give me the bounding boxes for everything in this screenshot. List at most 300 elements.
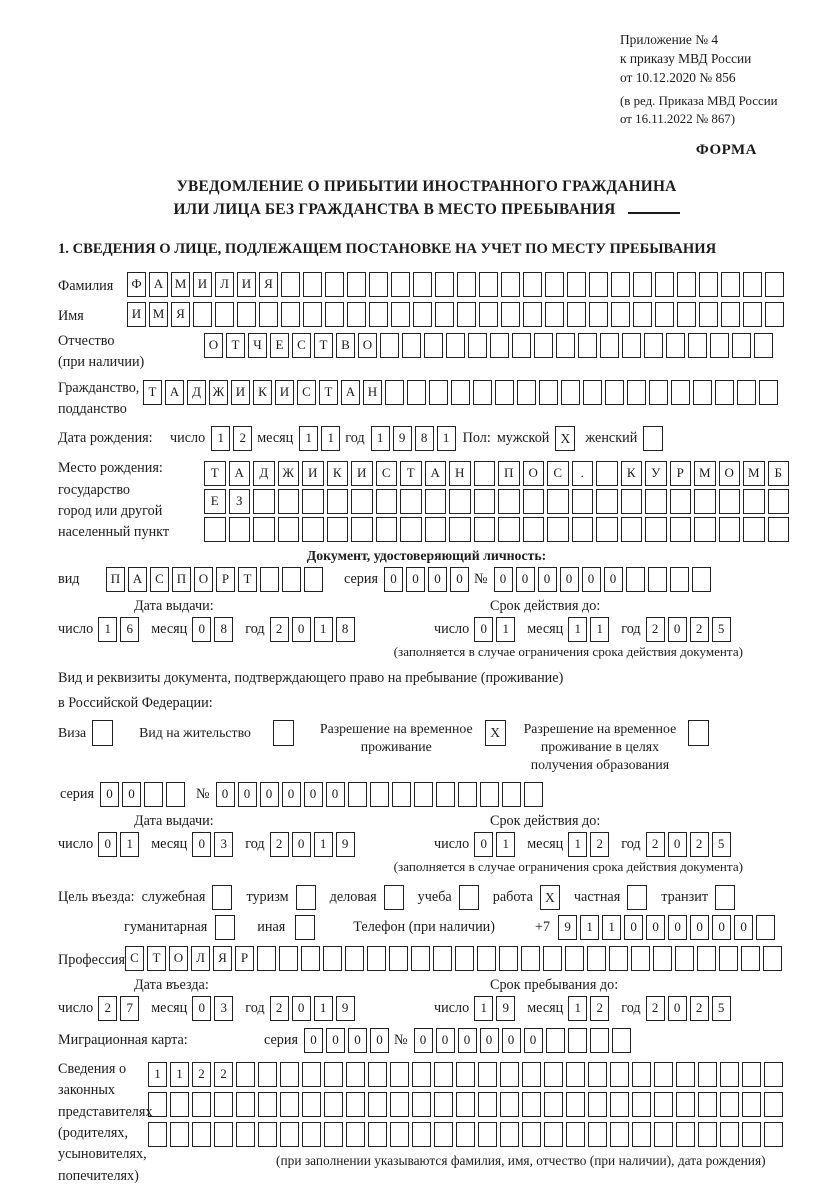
char-cell[interactable]: Д [187, 380, 206, 405]
char-cell[interactable]: 1 [496, 832, 515, 857]
char-cell[interactable]: 1 [580, 915, 599, 940]
char-cell[interactable] [610, 1122, 629, 1147]
char-cell[interactable]: Ч [248, 333, 267, 358]
char-cell[interactable]: 7 [120, 996, 139, 1021]
char-cell[interactable] [258, 1122, 277, 1147]
char-cell[interactable] [645, 489, 667, 514]
char-cell[interactable] [468, 333, 487, 358]
char-cell[interactable]: 0 [668, 832, 687, 857]
char-cell[interactable]: В [336, 333, 355, 358]
char-cell[interactable] [721, 302, 740, 327]
char-cell[interactable] [653, 946, 672, 971]
char-cell[interactable]: З [229, 489, 251, 514]
char-cell[interactable] [698, 1122, 717, 1147]
char-cell[interactable] [675, 946, 694, 971]
char-cell[interactable]: 0 [192, 832, 211, 857]
char-cell[interactable]: 5 [712, 832, 731, 857]
char-cell[interactable] [632, 1092, 651, 1117]
char-cell[interactable]: Е [270, 333, 289, 358]
char-cell[interactable] [236, 1122, 255, 1147]
char-cell[interactable] [351, 489, 373, 514]
char-cell[interactable] [671, 380, 690, 405]
char-cell[interactable] [621, 489, 643, 514]
char-cell[interactable]: О [358, 333, 377, 358]
char-cell[interactable]: 2 [98, 996, 117, 1021]
char-cell[interactable] [456, 1122, 475, 1147]
char-cell[interactable] [455, 946, 474, 971]
char-cell[interactable]: С [125, 946, 144, 971]
char-cell[interactable] [715, 380, 734, 405]
char-cell[interactable] [517, 380, 536, 405]
char-cell[interactable] [654, 1122, 673, 1147]
char-cell[interactable] [389, 946, 408, 971]
char-cell[interactable]: 1 [602, 915, 621, 940]
char-cell[interactable] [236, 1092, 255, 1117]
char-cell[interactable] [544, 1062, 563, 1087]
char-cell[interactable] [390, 1062, 409, 1087]
char-cell[interactable] [303, 302, 322, 327]
purpose-tourism-checkbox[interactable] [296, 885, 316, 910]
char-cell[interactable] [720, 1062, 739, 1087]
char-cell[interactable] [425, 489, 447, 514]
char-cell[interactable] [572, 489, 594, 514]
char-cell[interactable]: А [165, 380, 184, 405]
purpose-humanitarian-checkbox[interactable] [215, 915, 235, 940]
char-cell[interactable] [385, 380, 404, 405]
char-cell[interactable] [258, 1062, 277, 1087]
char-cell[interactable] [433, 946, 452, 971]
char-cell[interactable] [676, 1092, 695, 1117]
char-cell[interactable] [765, 272, 784, 297]
char-cell[interactable] [327, 489, 349, 514]
char-cell[interactable]: 1 [120, 832, 139, 857]
char-cell[interactable] [456, 1062, 475, 1087]
char-cell[interactable]: А [425, 461, 447, 486]
char-cell[interactable] [754, 333, 773, 358]
char-cell[interactable] [411, 946, 430, 971]
char-cell[interactable] [499, 946, 518, 971]
char-cell[interactable] [498, 517, 520, 542]
char-cell[interactable] [742, 1062, 761, 1087]
char-cell[interactable] [521, 946, 540, 971]
char-cell[interactable]: 1 [148, 1062, 167, 1087]
char-cell[interactable] [346, 1122, 365, 1147]
char-cell[interactable] [402, 333, 421, 358]
char-cell[interactable] [413, 302, 432, 327]
char-cell[interactable] [688, 333, 707, 358]
char-cell[interactable]: Е [204, 489, 226, 514]
char-cell[interactable]: 0 [458, 1028, 477, 1053]
char-cell[interactable]: 2 [192, 1062, 211, 1087]
char-cell[interactable] [400, 517, 422, 542]
char-cell[interactable]: 0 [292, 996, 311, 1021]
char-cell[interactable] [655, 272, 674, 297]
purpose-business-checkbox[interactable] [384, 885, 404, 910]
char-cell[interactable]: 0 [414, 1028, 433, 1053]
char-cell[interactable]: 2 [646, 996, 665, 1021]
char-cell[interactable]: С [547, 461, 569, 486]
char-cell[interactable] [670, 517, 692, 542]
char-cell[interactable] [193, 302, 212, 327]
char-cell[interactable]: 2 [270, 996, 289, 1021]
char-cell[interactable]: 0 [260, 782, 279, 807]
char-cell[interactable] [523, 517, 545, 542]
char-cell[interactable] [325, 272, 344, 297]
char-cell[interactable] [278, 489, 300, 514]
char-cell[interactable] [479, 272, 498, 297]
char-cell[interactable]: 3 [214, 832, 233, 857]
char-cell[interactable] [694, 517, 716, 542]
char-cell[interactable] [587, 946, 606, 971]
char-cell[interactable] [282, 567, 301, 592]
char-cell[interactable]: 0 [450, 567, 469, 592]
char-cell[interactable] [648, 567, 667, 592]
char-cell[interactable]: О [204, 333, 223, 358]
char-cell[interactable] [424, 333, 443, 358]
char-cell[interactable] [732, 333, 751, 358]
char-cell[interactable] [633, 302, 652, 327]
char-cell[interactable] [588, 1122, 607, 1147]
char-cell[interactable] [281, 302, 300, 327]
char-cell[interactable]: 2 [590, 832, 609, 857]
char-cell[interactable] [698, 1062, 717, 1087]
char-cell[interactable] [547, 517, 569, 542]
char-cell[interactable]: 1 [474, 996, 493, 1021]
char-cell[interactable] [763, 946, 782, 971]
char-cell[interactable] [632, 1122, 651, 1147]
char-cell[interactable]: 0 [668, 617, 687, 642]
char-cell[interactable] [654, 1062, 673, 1087]
char-cell[interactable] [611, 302, 630, 327]
char-cell[interactable] [376, 489, 398, 514]
char-cell[interactable] [544, 1122, 563, 1147]
char-cell[interactable]: Ж [209, 380, 228, 405]
char-cell[interactable] [720, 1092, 739, 1117]
char-cell[interactable] [368, 1092, 387, 1117]
char-cell[interactable] [522, 1122, 541, 1147]
char-cell[interactable] [633, 272, 652, 297]
char-cell[interactable]: 1 [496, 617, 515, 642]
char-cell[interactable]: Т [204, 461, 226, 486]
char-cell[interactable] [567, 302, 586, 327]
char-cell[interactable]: О [719, 461, 741, 486]
char-cell[interactable] [347, 272, 366, 297]
char-cell[interactable]: 0 [604, 567, 623, 592]
char-cell[interactable] [257, 946, 276, 971]
char-cell[interactable] [547, 489, 569, 514]
char-cell[interactable]: И [193, 272, 212, 297]
char-cell[interactable]: 1 [314, 832, 333, 857]
char-cell[interactable] [500, 1092, 519, 1117]
char-cell[interactable] [449, 517, 471, 542]
char-cell[interactable] [392, 782, 411, 807]
char-cell[interactable] [148, 1092, 167, 1117]
char-cell[interactable] [474, 489, 496, 514]
char-cell[interactable]: 0 [524, 1028, 543, 1053]
char-cell[interactable] [434, 1062, 453, 1087]
char-cell[interactable]: Т [147, 946, 166, 971]
char-cell[interactable]: У [645, 461, 667, 486]
char-cell[interactable] [697, 946, 716, 971]
char-cell[interactable] [436, 782, 455, 807]
char-cell[interactable] [500, 1062, 519, 1087]
char-cell[interactable] [512, 333, 531, 358]
char-cell[interactable]: 0 [384, 567, 403, 592]
temp-residence-edu-checkbox[interactable] [688, 720, 709, 746]
char-cell[interactable] [719, 489, 741, 514]
char-cell[interactable]: 0 [480, 1028, 499, 1053]
char-cell[interactable] [215, 302, 234, 327]
char-cell[interactable] [644, 333, 663, 358]
char-cell[interactable] [566, 1122, 585, 1147]
char-cell[interactable] [546, 1028, 565, 1053]
char-cell[interactable] [522, 1092, 541, 1117]
char-cell[interactable] [367, 946, 386, 971]
char-cell[interactable] [478, 1122, 497, 1147]
char-cell[interactable] [768, 489, 790, 514]
purpose-transit-checkbox[interactable] [715, 885, 735, 910]
char-cell[interactable]: 0 [582, 567, 601, 592]
char-cell[interactable] [391, 302, 410, 327]
char-cell[interactable]: 2 [270, 832, 289, 857]
char-cell[interactable]: И [275, 380, 294, 405]
char-cell[interactable] [390, 1092, 409, 1117]
char-cell[interactable]: Ф [127, 272, 146, 297]
char-cell[interactable] [324, 1062, 343, 1087]
char-cell[interactable] [605, 380, 624, 405]
char-cell[interactable]: М [149, 302, 168, 327]
char-cell[interactable] [654, 1092, 673, 1117]
char-cell[interactable] [649, 380, 668, 405]
char-cell[interactable]: 1 [170, 1062, 189, 1087]
char-cell[interactable] [710, 333, 729, 358]
char-cell[interactable] [259, 302, 278, 327]
char-cell[interactable]: 9 [336, 832, 355, 857]
char-cell[interactable]: 2 [646, 617, 665, 642]
char-cell[interactable]: 0 [406, 567, 425, 592]
purpose-other-checkbox[interactable] [295, 915, 315, 940]
char-cell[interactable]: 0 [668, 996, 687, 1021]
char-cell[interactable] [449, 489, 471, 514]
char-cell[interactable]: 5 [712, 996, 731, 1021]
char-cell[interactable] [229, 517, 251, 542]
char-cell[interactable]: А [341, 380, 360, 405]
char-cell[interactable]: Д [253, 461, 275, 486]
char-cell[interactable] [429, 380, 448, 405]
char-cell[interactable]: 2 [270, 617, 289, 642]
char-cell[interactable] [568, 1028, 587, 1053]
char-cell[interactable]: 0 [494, 567, 513, 592]
char-cell[interactable] [543, 946, 562, 971]
char-cell[interactable] [456, 1092, 475, 1117]
char-cell[interactable]: 0 [624, 915, 643, 940]
char-cell[interactable]: П [172, 567, 191, 592]
char-cell[interactable]: 2 [646, 832, 665, 857]
char-cell[interactable] [523, 302, 542, 327]
char-cell[interactable]: 0 [98, 832, 117, 857]
char-cell[interactable] [324, 1092, 343, 1117]
char-cell[interactable] [348, 782, 367, 807]
char-cell[interactable] [435, 272, 454, 297]
char-cell[interactable]: Т [319, 380, 338, 405]
char-cell[interactable] [622, 333, 641, 358]
char-cell[interactable] [478, 1062, 497, 1087]
char-cell[interactable] [539, 380, 558, 405]
char-cell[interactable] [693, 380, 712, 405]
char-cell[interactable] [170, 1122, 189, 1147]
char-cell[interactable] [500, 1122, 519, 1147]
char-cell[interactable] [768, 517, 790, 542]
char-cell[interactable]: 1 [321, 426, 340, 451]
char-cell[interactable] [479, 302, 498, 327]
char-cell[interactable]: 9 [558, 915, 577, 940]
char-cell[interactable] [572, 517, 594, 542]
char-cell[interactable]: 0 [560, 567, 579, 592]
char-cell[interactable]: 0 [428, 567, 447, 592]
char-cell[interactable] [457, 272, 476, 297]
char-cell[interactable]: 1 [98, 617, 117, 642]
char-cell[interactable] [434, 1122, 453, 1147]
char-cell[interactable] [502, 782, 521, 807]
char-cell[interactable] [627, 380, 646, 405]
char-cell[interactable] [561, 380, 580, 405]
char-cell[interactable] [214, 1092, 233, 1117]
char-cell[interactable]: А [149, 272, 168, 297]
char-cell[interactable]: 0 [326, 1028, 345, 1053]
char-cell[interactable]: Б [768, 461, 790, 486]
char-cell[interactable] [413, 272, 432, 297]
char-cell[interactable]: 6 [120, 617, 139, 642]
char-cell[interactable]: С [376, 461, 398, 486]
char-cell[interactable] [590, 1028, 609, 1053]
char-cell[interactable]: П [106, 567, 125, 592]
char-cell[interactable] [345, 946, 364, 971]
char-cell[interactable] [302, 517, 324, 542]
char-cell[interactable]: 2 [690, 832, 709, 857]
char-cell[interactable] [764, 1062, 783, 1087]
char-cell[interactable]: 0 [734, 915, 753, 940]
char-cell[interactable]: П [498, 461, 520, 486]
char-cell[interactable]: 0 [216, 782, 235, 807]
char-cell[interactable] [376, 517, 398, 542]
char-cell[interactable]: 0 [326, 782, 345, 807]
char-cell[interactable] [369, 272, 388, 297]
char-cell[interactable]: 0 [100, 782, 119, 807]
char-cell[interactable]: 0 [668, 915, 687, 940]
char-cell[interactable]: 9 [336, 996, 355, 1021]
char-cell[interactable]: Т [226, 333, 245, 358]
char-cell[interactable]: 9 [393, 426, 412, 451]
char-cell[interactable]: Т [314, 333, 333, 358]
purpose-official-checkbox[interactable] [212, 885, 232, 910]
char-cell[interactable] [655, 302, 674, 327]
char-cell[interactable] [612, 1028, 631, 1053]
char-cell[interactable]: К [621, 461, 643, 486]
char-cell[interactable] [522, 1062, 541, 1087]
char-cell[interactable] [495, 380, 514, 405]
char-cell[interactable] [281, 272, 300, 297]
char-cell[interactable]: 0 [538, 567, 557, 592]
char-cell[interactable] [583, 380, 602, 405]
char-cell[interactable]: 2 [690, 617, 709, 642]
char-cell[interactable] [369, 302, 388, 327]
char-cell[interactable] [764, 1122, 783, 1147]
char-cell[interactable] [346, 1062, 365, 1087]
char-cell[interactable]: Н [363, 380, 382, 405]
char-cell[interactable]: 0 [292, 617, 311, 642]
char-cell[interactable] [260, 567, 279, 592]
char-cell[interactable] [303, 272, 322, 297]
char-cell[interactable]: 1 [568, 996, 587, 1021]
char-cell[interactable]: Т [238, 567, 257, 592]
char-cell[interactable]: 0 [282, 782, 301, 807]
char-cell[interactable]: И [231, 380, 250, 405]
char-cell[interactable] [346, 1092, 365, 1117]
char-cell[interactable] [477, 946, 496, 971]
char-cell[interactable] [670, 567, 689, 592]
sex-female-checkbox[interactable] [643, 426, 663, 451]
char-cell[interactable] [699, 272, 718, 297]
char-cell[interactable] [566, 1062, 585, 1087]
char-cell[interactable] [380, 333, 399, 358]
char-cell[interactable] [596, 489, 618, 514]
char-cell[interactable] [596, 517, 618, 542]
char-cell[interactable]: 1 [568, 832, 587, 857]
char-cell[interactable] [302, 1062, 321, 1087]
char-cell[interactable] [279, 946, 298, 971]
char-cell[interactable] [390, 1122, 409, 1147]
char-cell[interactable] [765, 302, 784, 327]
char-cell[interactable]: Л [191, 946, 210, 971]
char-cell[interactable] [368, 1122, 387, 1147]
char-cell[interactable]: 0 [690, 915, 709, 940]
char-cell[interactable] [721, 272, 740, 297]
char-cell[interactable]: Я [171, 302, 190, 327]
char-cell[interactable]: С [292, 333, 311, 358]
char-cell[interactable] [565, 946, 584, 971]
char-cell[interactable] [480, 782, 499, 807]
char-cell[interactable] [280, 1122, 299, 1147]
char-cell[interactable]: Р [235, 946, 254, 971]
sex-male-checkbox[interactable]: X [555, 426, 575, 451]
char-cell[interactable]: О [523, 461, 545, 486]
char-cell[interactable]: Р [216, 567, 235, 592]
char-cell[interactable] [589, 302, 608, 327]
char-cell[interactable] [325, 302, 344, 327]
char-cell[interactable]: Р [670, 461, 692, 486]
char-cell[interactable]: 0 [192, 617, 211, 642]
char-cell[interactable]: Т [143, 380, 162, 405]
char-cell[interactable] [473, 380, 492, 405]
char-cell[interactable] [742, 1122, 761, 1147]
char-cell[interactable] [412, 1092, 431, 1117]
char-cell[interactable] [253, 489, 275, 514]
char-cell[interactable]: 1 [568, 617, 587, 642]
char-cell[interactable] [501, 272, 520, 297]
char-cell[interactable]: О [194, 567, 213, 592]
temp-residence-checkbox[interactable]: X [485, 720, 506, 746]
char-cell[interactable]: 1 [590, 617, 609, 642]
char-cell[interactable]: 8 [336, 617, 355, 642]
char-cell[interactable] [741, 946, 760, 971]
char-cell[interactable] [490, 333, 509, 358]
char-cell[interactable] [556, 333, 575, 358]
char-cell[interactable]: С [150, 567, 169, 592]
char-cell[interactable] [166, 782, 185, 807]
char-cell[interactable]: 0 [474, 617, 493, 642]
char-cell[interactable]: 1 [299, 426, 318, 451]
char-cell[interactable] [412, 1122, 431, 1147]
